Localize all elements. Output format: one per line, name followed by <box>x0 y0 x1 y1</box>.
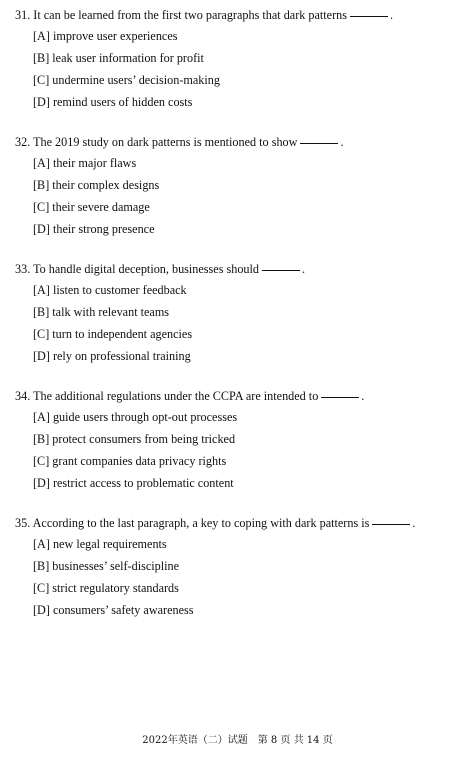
option-b: [B] leak user information for profit <box>33 51 204 65</box>
option-c: [C] their severe damage <box>33 200 150 214</box>
option-a: [A] their major flaws <box>33 156 137 170</box>
question-number: 34. <box>15 389 31 403</box>
stem-text: The 2019 study on dark patterns is mentioned to show <box>33 135 298 149</box>
option-d: [D] consumers’ safety awareness <box>33 603 194 617</box>
stem-text: It can be learned from the first two paragraphs that dark patterns <box>33 8 347 22</box>
option-b: [B] their complex designs <box>33 178 160 192</box>
option-b: [B] protect consumers from being tricked <box>33 432 236 446</box>
question-stem <box>15 7 393 23</box>
question-number: 33. <box>15 262 31 276</box>
option-c: [C] turn to independent agencies <box>33 327 193 341</box>
option-a: [A] listen to customer feedback <box>33 283 187 297</box>
option-d: [D] remind users of hidden costs <box>33 95 193 109</box>
question-stem <box>15 515 415 531</box>
option-b: [B] businesses’ self-discipline <box>33 559 179 573</box>
option-b: [B] talk with relevant teams <box>33 305 170 319</box>
answer-blank <box>262 269 300 271</box>
question-stem <box>15 134 343 150</box>
stem-end: . <box>390 8 394 22</box>
stem-text: According to the last paragraph, a key to coping with dark patterns is <box>32 516 370 530</box>
stem-text: To handle digital deception, businesses should <box>33 262 259 276</box>
answer-blank <box>321 396 359 398</box>
stem-end: . <box>412 516 416 530</box>
stem-end: . <box>361 389 365 403</box>
answer-blank <box>372 523 410 525</box>
option-c: [C] strict regulatory standards <box>33 581 179 595</box>
answer-blank <box>300 142 338 144</box>
option-a: [A] new legal requirements <box>33 537 167 551</box>
option-d: [D] restrict access to problematic content <box>33 476 234 490</box>
option-d: [D] their strong presence <box>33 222 155 236</box>
question-stem <box>15 261 305 277</box>
answer-blank <box>350 15 388 17</box>
page-footer: 2022年英语（二）试题 第 8 页 共 14 页 <box>142 735 333 746</box>
option-c: [C] grant companies data privacy rights <box>33 454 227 468</box>
stem-text: The additional regulations under the CCPA are intended to <box>33 389 319 403</box>
question-number: 35. <box>15 516 31 530</box>
question-number: 32. <box>15 135 31 149</box>
question-number: 31. <box>15 8 31 22</box>
option-d: [D] rely on professional training <box>33 349 191 363</box>
option-a: [A] improve user experiences <box>33 29 178 43</box>
stem-end: . <box>302 262 306 276</box>
option-a: [A] guide users through opt-out processes <box>33 410 238 424</box>
option-c: [C] undermine users’ decision-making <box>33 73 220 87</box>
stem-end: . <box>340 135 344 149</box>
question-stem <box>15 388 364 404</box>
